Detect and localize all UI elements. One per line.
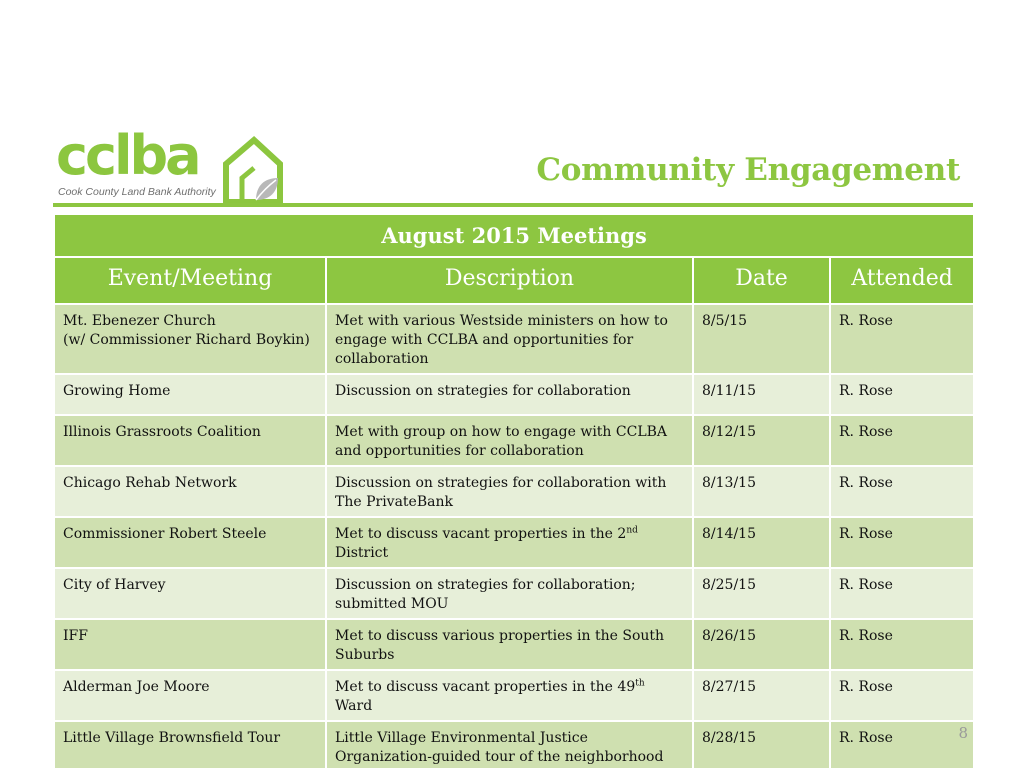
date-cell: 8/26/15: [693, 619, 830, 670]
description-cell: Discussion on strategies for collaboration; submitted MOU: [326, 568, 693, 619]
table-row: [54, 619, 974, 670]
date-cell: 8/13/15: [693, 466, 830, 517]
table-caption: August 2015 Meetings: [54, 214, 974, 257]
date-cell: 8/11/15: [693, 374, 830, 415]
table-row: [54, 374, 974, 415]
table-row: [54, 415, 974, 466]
description-cell: Met to discuss vacant properties in the 49th Ward: [326, 670, 693, 721]
house-leaf-icon: [220, 134, 284, 206]
logo-wordmark: cclba: [56, 124, 199, 187]
date-cell: 8/5/15: [693, 304, 830, 374]
event-cell: Growing Home: [54, 374, 326, 415]
description-cell: Met to discuss vacant properties in the 2nd District: [326, 517, 693, 568]
attended-cell: R. Rose: [830, 415, 974, 466]
description-cell: Met with various Westside ministers on how to engage with CCLBA and opportunities for collaboration: [326, 304, 693, 374]
page-title: Community Engagement: [536, 152, 960, 188]
event-cell: Mt. Ebenezer Church (w/ Commissioner Richard Boykin): [54, 304, 326, 374]
header-attended: Attended: [830, 257, 974, 304]
description-cell: Little Village Environmental Justice Organization-guided tour of the neighborhood: [326, 721, 693, 768]
header-description: Description: [326, 257, 693, 304]
attended-cell: R. Rose: [830, 466, 974, 517]
table-row: [54, 721, 974, 768]
attended-cell: R. Rose: [830, 619, 974, 670]
header-date: Date: [693, 257, 830, 304]
event-cell: Illinois Grassroots Coalition: [54, 415, 326, 466]
meetings-table: [53, 213, 975, 768]
event-cell: City of Harvey: [54, 568, 326, 619]
description-cell: Discussion on strategies for collaboration with The PrivateBank: [326, 466, 693, 517]
page-number: 8: [958, 724, 968, 742]
description-cell: Discussion on strategies for collaboration: [326, 374, 693, 415]
attended-cell: R. Rose: [830, 374, 974, 415]
table-row: [54, 466, 974, 517]
attended-cell: R. Rose: [830, 670, 974, 721]
table-row: [54, 568, 974, 619]
date-cell: 8/12/15: [693, 415, 830, 466]
header-event: Event/Meeting: [54, 257, 326, 304]
event-cell: Commissioner Robert Steele: [54, 517, 326, 568]
description-cell: Met to discuss various properties in the South Suburbs: [326, 619, 693, 670]
attended-cell: R. Rose: [830, 721, 974, 768]
date-cell: 8/25/15: [693, 568, 830, 619]
event-cell: Little Village Brownsfield Tour: [54, 721, 326, 768]
table-row: [54, 304, 974, 374]
date-cell: 8/14/15: [693, 517, 830, 568]
attended-cell: R. Rose: [830, 304, 974, 374]
description-cell: Met with group on how to engage with CCLBA and opportunities for collaboration: [326, 415, 693, 466]
table-row: [54, 517, 974, 568]
event-cell: IFF: [54, 619, 326, 670]
date-cell: 8/28/15: [693, 721, 830, 768]
event-cell: Chicago Rehab Network: [54, 466, 326, 517]
attended-cell: R. Rose: [830, 568, 974, 619]
attended-cell: R. Rose: [830, 517, 974, 568]
logo-tagline: Cook County Land Bank Authority: [58, 186, 216, 198]
table-row: [54, 670, 974, 721]
event-cell: Alderman Joe Moore: [54, 670, 326, 721]
cclba-logo: [54, 124, 284, 206]
header-divider: [53, 203, 973, 207]
date-cell: 8/27/15: [693, 670, 830, 721]
